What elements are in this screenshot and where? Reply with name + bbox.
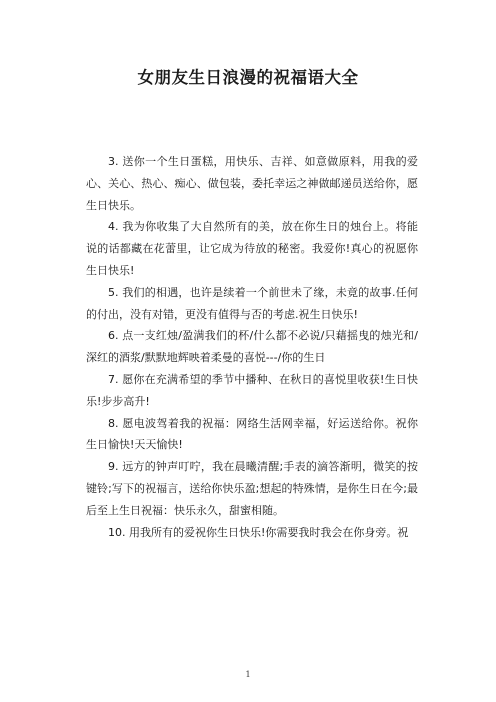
paragraph-7: 7. 愿你在充满希望的季节中播种、在秋日的喜悦里收获!生日快乐!步步高升!: [86, 372, 418, 408]
page-number: 1: [245, 670, 251, 679]
document-title: 女朋友生日浪漫的祝福语大全: [137, 68, 359, 87]
paragraph-5: 5. 我们的相遇，也许是续着一个前世未了缘，未竟的故事.任何的付出，没有对错，更没有值得与否的考虑.祝生日快乐!: [86, 285, 418, 321]
paragraph-4: 4. 我为你收集了大自然所有的美，放在你生日的烛台上。将能说的话都藏在花蕾里，让它成为待放的秘密。我爱你!真心的祝愿你生日快乐!: [86, 220, 418, 277]
paragraph-10: 10. 用我所有的爱祝你生日快乐!你需要我时我会在你身旁。祝: [108, 525, 409, 539]
paragraph-6: 6. 点一支红烛/盈满我们的杯/什么都不必说/只藉摇曳的烛光和/深红的酒浆/默默地辉映着柔曼的喜悦---/你的生日: [86, 329, 418, 365]
document-body: [86, 151, 418, 543]
paragraph-9: 9. 远方的钟声叮咛，我在晨曦清醒;手表的滴答渐明，微笑的按键铃;写下的祝福言，送给你快乐盈;想起的特殊情，是你生日在今;最后至上生日祝福：快乐永久，甜蜜相随。: [86, 460, 418, 517]
paragraph-3: 3. 送你一个生日蛋糕，用快乐、吉祥、如意做原料，用我的爱心、关心、热心、痴心、做包装，委托幸运之神做邮递员送给你，愿生日快乐。: [86, 155, 418, 212]
paragraph-8: 8. 愿电波驾着我的祝福：网络生活网幸福，好运送给你。祝你生日愉快!天天愉快!: [86, 416, 418, 452]
